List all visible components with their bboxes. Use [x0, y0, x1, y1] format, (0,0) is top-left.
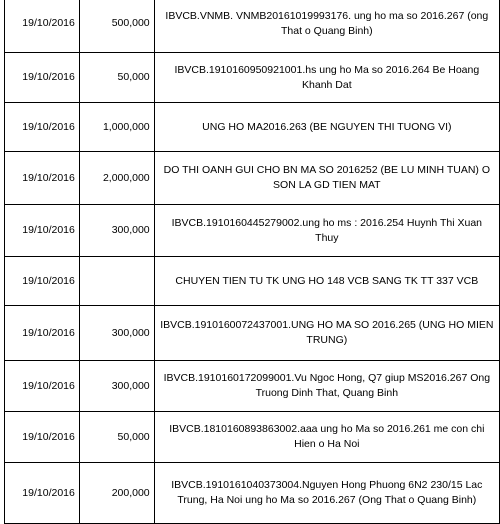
date-cell: 19/10/2016 [5, 306, 80, 361]
amount-cell: 1,000,000 [79, 103, 154, 152]
amount-cell: 200,000 [79, 463, 154, 524]
table-row [5, 103, 500, 152]
amount-cell: 300,000 [79, 205, 154, 257]
description-cell: IBVCB.1910160172099001.Vu Ngoc Hong, Q7 giup MS2016.267 Ong Truong Dinh That, Quang Binh [154, 361, 499, 412]
description-cell: UNG HO MA2016.263 (BE NGUYEN THI TUONG VI) [154, 103, 499, 152]
description-cell: IBVCB.1910160445279002.ung ho ms : 2016.254 Huynh Thi Xuan Thuy [154, 205, 499, 257]
date-cell: 19/10/2016 [5, 361, 80, 412]
amount-cell: 300,000 [79, 361, 154, 412]
table-row [5, 361, 500, 412]
table-row [5, 53, 500, 103]
amount-cell: 2,000,000 [79, 152, 154, 205]
description-cell: IBVCB.VNMB. VNMB20161019993176. ung ho ma so 2016.267 (ong That o Quang Binh) [154, 0, 499, 53]
date-cell: 19/10/2016 [5, 0, 80, 53]
table-row [5, 205, 500, 257]
date-cell: 19/10/2016 [5, 463, 80, 524]
table-row [5, 152, 500, 205]
amount-cell: 50,000 [79, 53, 154, 103]
amount-cell: 300,000 [79, 306, 154, 361]
table-row [5, 412, 500, 463]
description-cell: IBVCB.1910160072437001.UNG HO MA SO 2016.265 (UNG HO MIEN TRUNG) [154, 306, 499, 361]
date-cell: 19/10/2016 [5, 152, 80, 205]
table-row [5, 0, 500, 53]
description-cell: IBVCB.1810160893863002.aaa ung ho Ma so 2016.261 me con chi Hien o Ha Noi [154, 412, 499, 463]
amount-cell [79, 257, 154, 306]
date-cell: 19/10/2016 [5, 103, 80, 152]
table-row [5, 306, 500, 361]
date-cell: 19/10/2016 [5, 257, 80, 306]
donation-ledger-table [4, 0, 500, 524]
description-cell: CHUYEN TIEN TU TK UNG HO 148 VCB SANG TK TT 337 VCB [154, 257, 499, 306]
description-cell: IBVCB.1910160950921001.hs ung ho Ma so 2016.264 Be Hoang Khanh Dat [154, 53, 499, 103]
amount-cell: 50,000 [79, 412, 154, 463]
description-cell: IBVCB.1910161040373004.Nguyen Hong Phuong 6N2 230/15 Lac Trung, Ha Noi ung ho Ma so 2016.267 (Ong That o Quang Binh) [154, 463, 499, 524]
table-row [5, 463, 500, 524]
date-cell: 19/10/2016 [5, 205, 80, 257]
date-cell: 19/10/2016 [5, 412, 80, 463]
table-row [5, 257, 500, 306]
description-cell: DO THI OANH GUI CHO BN MA SO 2016252 (BE LU MINH TUAN) O SON LA GD TIEN MAT [154, 152, 499, 205]
date-cell: 19/10/2016 [5, 53, 80, 103]
amount-cell: 500,000 [79, 0, 154, 53]
